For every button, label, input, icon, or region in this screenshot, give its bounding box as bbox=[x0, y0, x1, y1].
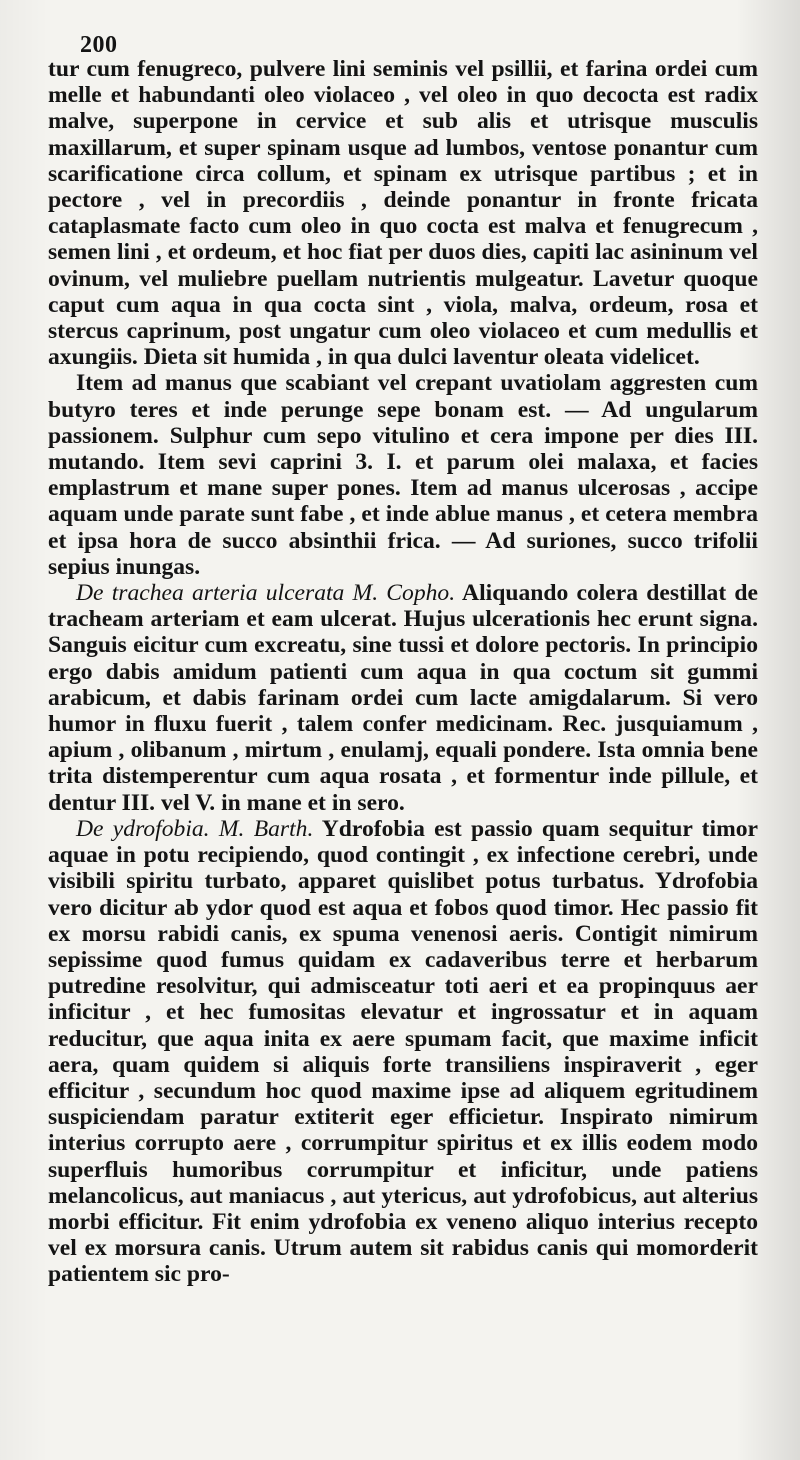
paragraph-text: tur cum fenugreco, pulvere lini seminis vel psillii, et farina ordei cum melle et habundanti oleo violaceo , vel oleo in quo decocta est radix malve, superpone in cervice et sub alis et utrisque musculis maxillarum, et super spinam usque ad lumbos, ventose ponantur cum scarificatione circa collum, et spinam ex utrisque partibus ; et in pectore , vel in precordiis , deinde ponantur in fronte fricata cataplasmate facto cum oleo in quo cocta est malva et fenugrecum , semen lini , et ordeum, et hoc fiat per duos dies, capiti lac asininum vel ovinum, vel muliebre puellam nutrientis mulgeatur. Lavetur quoque caput cum aqua in qua cocta sint , viola, malva, ordeum, rosa et stercus caprinum, post ungatur cum oleo violaceo et cum medullis et axungiis. Dieta sit humida , in qua dulci laventur oleata videlicet. bbox=[48, 56, 758, 371]
paragraph-trachea bbox=[48, 580, 758, 816]
paragraph-remedies bbox=[48, 370, 758, 580]
section-heading: De trachea arteria ulcerata M. Copho. bbox=[76, 580, 456, 607]
paragraph-ydrofobia bbox=[48, 816, 758, 1288]
section-heading: De ydrofobia. M. Barth. bbox=[76, 815, 314, 842]
paragraph-continuation bbox=[48, 56, 758, 370]
paragraph-text: Item ad manus que scabiant vel crepant uvatiolam aggresten cum butyro teres et inde perunge sepe bonam est. — Ad ungularum passionem. Sulphur cum sepo vitulino et cera impone per dies III. mutando. Item sevi caprini 3. I. et parum olei malaxa, et facies emplastrum et mane super pones. Item ad manus ulcerosas , accipe aquam unde parate sunt fabe , et inde ablue manus , et cetera membra et ipsa hora de succo absinthii frica. — Ad suriones, succo trifolii sepius inungas. bbox=[48, 370, 758, 580]
page-body bbox=[48, 56, 758, 1288]
paragraph-text: Ydrofobia est passio quam sequitur timor aquae in potu recipiendo, quod contingit , ex infectione cerebri, unde visibili spiritu turbato, apparet quislibet potus turbatus. Ydrofobia vero dicitur ab ydor quod est aqua et fobos quod timor. Hec passio fit ex morsu rabidi canis, ex spuma venenosi aeris. Contigit nimirum sepissime quod fumus quidam ex cadaveribus terre et herbarum putredine resolvitur, qui admisceatur toti aeri et ea propinquus aer inficitur , et hec fumositas elevatur et ingrossatur et in aquam reducitur, que aqua inita ex aere spumam facit, que maxime inficit aera, quam quidem si aliquis forte transiliens inspiraverit , eger efficitur , secundum hoc quod maxime ipse ad aliquem egritudinem suspiciendam paratur extiterit eger efficietur. Inspirato nimirum interius corrupto aere , corrumpitur spiritus et ex illis eodem modo superfluis humoribus corrumpitur et inficitur, unde patiens melancolicus, aut maniacus , aut ytericus, aut ydrofobicus, aut alterius morbi efficitur. Fit enim ydrofobia ex veneno aliquo interius recepto vel ex morsura canis. Utrum autem sit rabidus canis qui momorderit patientem sic pro- bbox=[48, 815, 758, 1288]
paragraph-text: Aliquando colera destillat de tracheam arteriam et eam ulcerat. Hujus ulcerationis hec erunt signa. Sanguis eicitur cum excreatu, sine tussi et dolore pectoris. In principio ergo dabis amidum patienti cum aqua in qua coctum sit gummi arabicum, et dabis farinam ordei cum lacte amigdalarum. Si vero humor in fluxu fuerit , talem confer medicinam. Rec. jusquiamum , apium , olibanum , mirtum , enulamj, equali pondere. Ista omnia bene trita distemperentur cum aqua rosata , et formentur inde pillule, et dentur III. vel V. in mane et in sero. bbox=[48, 580, 758, 816]
page-number: 200 bbox=[80, 32, 118, 58]
